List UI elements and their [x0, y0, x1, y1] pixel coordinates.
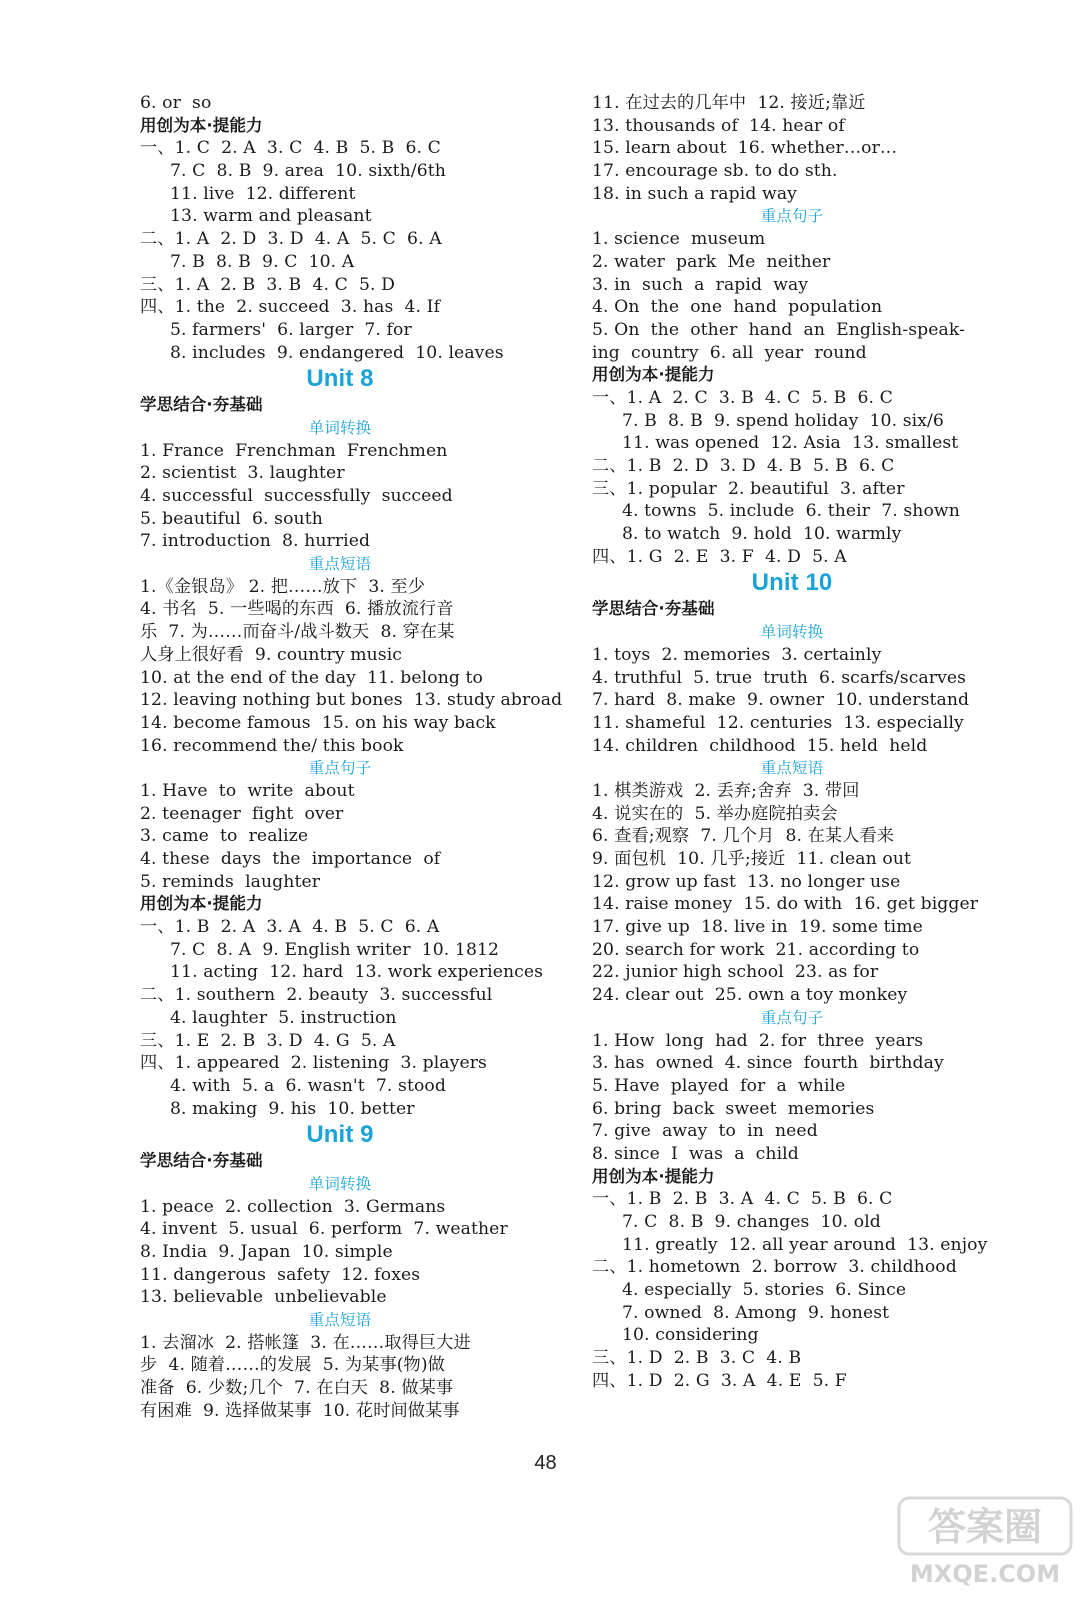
answer-line-indented: 11. was opened 12. Asia 13. smallest — [622, 433, 959, 454]
answer-line: 13. thousands of 14. hear of — [592, 115, 845, 136]
answer-line: 三、1. D 2. B 3. C 4. B — [592, 1348, 802, 1369]
section-subheading: 单词转换 — [308, 418, 372, 437]
answer-line: 3. in such a rapid way — [592, 274, 809, 295]
answer-line-indented: 4. towns 5. include 6. their 7. shown — [622, 501, 960, 522]
right-answer-column — [592, 92, 992, 1393]
watermark-logo — [895, 1492, 1075, 1590]
answer-line: ing country 6. all year round — [592, 342, 867, 363]
answer-line: 一、1. C 2. A 3. C 4. B 5. B 6. C — [140, 138, 441, 159]
answer-line: 10. at the end of the day 11. belong to — [140, 667, 484, 688]
answer-line: 有困难 9. 选择做某事 10. 花时间做某事 — [140, 1400, 460, 1421]
answer-line-indented: 7. C 8. A 9. English writer 10. 1812 — [170, 939, 500, 960]
answer-line: 一、1. B 2. A 3. A 4. B 5. C 6. A — [140, 917, 440, 938]
section-heading: 学思结合·夯基础 — [592, 599, 715, 619]
answer-line: 24. clear out 25. own a toy monkey — [592, 985, 908, 1006]
answer-line-indented: 13. warm and pleasant — [170, 206, 372, 227]
answer-line-indented: 8. making 9. his 10. better — [170, 1098, 415, 1119]
answer-line: 4. 书名 5. 一些喝的东西 6. 播放流行音 — [140, 599, 454, 620]
answer-line: 16. recommend the/ this book — [140, 735, 404, 756]
section-subheading: 单词转换 — [760, 623, 824, 642]
answer-line: 1. toys 2. memories 3. certainly — [592, 644, 882, 665]
section-heading: 用创为本·提能力 — [592, 1166, 715, 1186]
answer-line: 8. India 9. Japan 10. simple — [140, 1242, 393, 1262]
answer-line: 5. beautiful 6. south — [140, 508, 323, 529]
answer-line: 二、1. A 2. D 3. D 4. A 5. C 6. A — [140, 229, 442, 250]
unit-title: Unit 8 — [306, 365, 374, 393]
answer-line: 二、1. B 2. D 3. D 4. B 5. B 6. C — [592, 456, 895, 476]
answer-line: 14. become famous 15. on his way back — [140, 712, 496, 733]
answer-line: 3. has owned 4. since fourth birthday — [592, 1053, 944, 1074]
answer-line-indented: 11. acting 12. hard 13. work experiences — [170, 962, 544, 983]
answer-line: 5. reminds laughter — [140, 871, 321, 892]
answer-line: 11. shameful 12. centuries 13. especially — [592, 712, 964, 733]
section-subheading: 重点句子 — [308, 759, 372, 778]
answer-line: 22. junior high school 23. as for — [592, 962, 879, 983]
answer-line: 二、1. southern 2. beauty 3. successful — [140, 985, 493, 1006]
answer-line: 四、1. D 2. G 3. A 4. E 5. F — [592, 1370, 847, 1391]
answer-line: 一、1. A 2. C 3. B 4. C 5. B 6. C — [592, 387, 893, 408]
section-heading: 学思结合·夯基础 — [140, 395, 263, 415]
answer-line: 人身上很好看 9. country music — [140, 644, 403, 665]
section-heading: 用创为本·提能力 — [140, 894, 263, 914]
section-subheading: 重点短语 — [308, 1311, 372, 1330]
answer-line: 2. scientist 3. laughter — [140, 463, 345, 484]
answer-line: 四、1. appeared 2. listening 3. players — [140, 1053, 487, 1074]
answer-line: 二、1. hometown 2. borrow 3. childhood — [592, 1257, 957, 1278]
answer-line: 1. France Frenchman Frenchmen — [140, 440, 448, 461]
answer-line: 13. believable unbelievable — [140, 1287, 387, 1308]
answer-line: 17. give up 18. live in 19. some time — [592, 917, 923, 938]
answer-line-indented: 8. to watch 9. hold 10. warmly — [622, 524, 902, 545]
answer-line-indented: 11. greatly 12. all year around 13. enjoy — [622, 1234, 988, 1255]
answer-line: 四、1. G 2. E 3. F 4. D 5. A — [592, 546, 847, 567]
answer-line: 7. introduction 8. hurried — [140, 531, 371, 552]
answer-line: 步 4. 随着……的发展 5. 为某事(物)做 — [140, 1355, 445, 1376]
answer-line: 8. since I was a child — [592, 1143, 799, 1164]
answer-line: 3. came to realize — [140, 826, 309, 847]
answer-line-indented: 5. farmers' 6. larger 7. for — [170, 319, 412, 340]
section-subheading: 重点短语 — [760, 759, 824, 778]
answer-line: 2. water park Me neither — [592, 251, 831, 272]
answer-line: 20. search for work 21. according to — [592, 939, 920, 960]
answer-line-indented: 11. live 12. different — [170, 183, 356, 204]
answer-line: 7. give away to in need — [592, 1121, 818, 1142]
answer-line: 准备 6. 少数;几个 7. 在白天 8. 做某事 — [140, 1378, 454, 1399]
unit-title: Unit 9 — [306, 1121, 374, 1149]
answer-line-indented: 4. especially 5. stories 6. Since — [622, 1280, 907, 1301]
answer-line: 三、1. A 2. B 3. B 4. C 5. D — [140, 274, 395, 295]
section-subheading: 重点句子 — [760, 207, 824, 226]
answer-line: 14. raise money 15. do with 16. get bigger — [592, 894, 979, 915]
answer-line: 7. hard 8. make 9. owner 10. understand — [592, 690, 970, 711]
answer-line: 11. 在过去的几年中 12. 接近;靠近 — [592, 93, 866, 113]
answer-line: 4. truthful 5. true truth 6. scarfs/scarves — [592, 667, 967, 688]
answer-line-indented: 8. includes 9. endangered 10. leaves — [170, 342, 504, 363]
section-heading: 用创为本·提能力 — [592, 365, 715, 385]
answer-line-indented: 7. C 8. B 9. area 10. sixth/6th — [170, 161, 446, 182]
watermark-url: MXQE.COM — [909, 1560, 1061, 1588]
answer-line: 6. bring back sweet memories — [592, 1098, 875, 1119]
answer-line: 一、1. B 2. B 3. A 4. C 5. B 6. C — [592, 1189, 893, 1210]
answer-line: 1. 棋类游戏 2. 丢弃;舍弃 3. 带回 — [592, 780, 860, 801]
left-answer-column — [140, 92, 563, 1423]
answer-line: 12. grow up fast 13. no longer use — [592, 871, 901, 892]
section-subheading: 重点句子 — [760, 1008, 824, 1027]
answer-line: 9. 面包机 10. 几乎;接近 11. clean out — [592, 849, 912, 869]
watermark-text: 答案圈 — [927, 1505, 1043, 1549]
section-heading: 学思结合·夯基础 — [140, 1151, 263, 1171]
answer-line-indented: 7. B 8. B 9. spend holiday 10. six/6 — [622, 410, 944, 431]
answer-line: 4. invent 5. usual 6. perform 7. weather — [140, 1219, 508, 1240]
answer-line-indented: 10. considering — [622, 1325, 759, 1346]
answer-line-indented: 4. with 5. a 6. wasn't 7. stood — [170, 1075, 446, 1096]
answer-line: 4. successful successfully succeed — [140, 486, 453, 506]
answer-line: 11. dangerous safety 12. foxes — [140, 1264, 421, 1285]
answer-line: 18. in such a rapid way — [592, 183, 797, 204]
answer-line: 17. encourage sb. to do sth. — [592, 161, 838, 182]
answer-line: 6. 查看;观察 7. 几个月 8. 在某人看来 — [592, 826, 895, 847]
answer-line-indented: 7. C 8. B 9. changes 10. old — [622, 1212, 881, 1232]
answer-line: 14. children childhood 15. held held — [592, 735, 928, 756]
answer-line: 12. leaving nothing but bones 13. study abroad — [140, 690, 563, 711]
answer-line: 5. Have played for a while — [592, 1075, 846, 1096]
answer-line: 1. science museum — [592, 229, 766, 250]
answer-line: 三、1. E 2. B 3. D 4. G 5. A — [140, 1030, 396, 1051]
answer-line: 4. 说实在的 5. 举办庭院拍卖会 — [592, 803, 838, 824]
section-subheading: 重点短语 — [308, 555, 372, 574]
answer-line: 5. On the other hand an English-speak- — [592, 319, 965, 340]
answer-line: 1.《金银岛》 2. 把……放下 3. 至少 — [140, 576, 426, 597]
answer-line: 1. How long had 2. for three years — [592, 1030, 924, 1051]
answer-line: 三、1. popular 2. beautiful 3. after — [592, 478, 905, 499]
answer-line-indented: 7. owned 8. Among 9. honest — [622, 1302, 890, 1323]
answer-line-indented: 7. B 8. B 9. C 10. A — [170, 251, 355, 272]
answer-line: 4. these days the importance of — [140, 849, 441, 869]
section-heading: 用创为本·提能力 — [140, 115, 263, 135]
answer-line: 乐 7. 为……而奋斗/战斗数天 8. 穿在某 — [140, 622, 455, 643]
page-number: 48 — [534, 1452, 557, 1474]
answer-line: 1. 去溜冰 2. 搭帐篷 3. 在……取得巨大进 — [140, 1332, 471, 1353]
answer-line: 6. or so — [140, 93, 212, 113]
answer-line: 1. peace 2. collection 3. Germans — [140, 1196, 446, 1217]
answer-line: 2. teenager fight over — [140, 803, 344, 824]
answer-line-indented: 4. laughter 5. instruction — [170, 1007, 397, 1028]
answer-line: 15. learn about 16. whether…or… — [592, 138, 898, 159]
answer-line: 4. On the one hand population — [592, 297, 883, 318]
answer-line: 四、1. the 2. succeed 3. has 4. If — [140, 297, 441, 318]
answer-line: 1. Have to write about — [140, 780, 355, 801]
section-subheading: 单词转换 — [308, 1174, 372, 1193]
unit-title: Unit 10 — [751, 569, 833, 597]
